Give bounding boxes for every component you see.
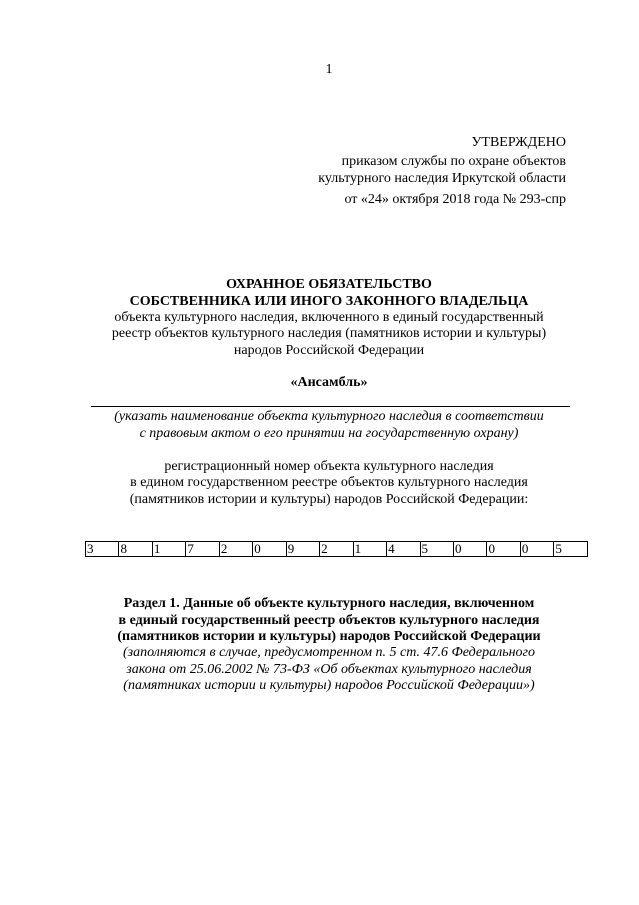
approval-line-3: от «24» октября 2018 года № 293-спр <box>344 192 566 207</box>
approval-line-2: культурного наследия Иркутской области <box>318 171 566 186</box>
section-1-note-line-2: закона от 25.06.2002 № 73-ФЗ «Об объектах культурного наследия <box>126 662 532 677</box>
section-1-title-line-2: в единый государственный реестр объектов культурного наследия <box>118 613 540 628</box>
heading-line-2: СОБСТВЕННИКА ИЛИ ИНОГО ЗАКОННОГО ВЛАДЕЛЬЦА <box>129 294 529 309</box>
registry-digit: 4 <box>387 542 420 557</box>
heading-line-5: народов Российской Федерации <box>233 343 425 358</box>
section-1-note-line-3: (памятниках истории и культуры) народов Российской Федерации») <box>123 678 535 693</box>
object-hint-line-2: с правовым актом о его принятии на государственную охрану) <box>139 426 519 441</box>
registry-line-1: регистрационный номер объекта культурного наследия <box>164 459 494 474</box>
object-name-underline <box>91 406 570 407</box>
registry-digit: 2 <box>320 542 353 557</box>
page-number: 1 <box>325 62 333 77</box>
registry-number-row <box>86 542 588 557</box>
section-1-title-line-1: Раздел 1. Данные об объекте культурного наследия, включенном <box>123 596 535 611</box>
approval-line-1: приказом службы по охране объектов <box>341 154 566 169</box>
heading-line-1: ОХРАННОЕ ОБЯЗАТЕЛЬСТВО <box>226 277 432 292</box>
registry-digit: 1 <box>353 542 386 557</box>
registry-digit: 0 <box>487 542 520 557</box>
registry-digit: 9 <box>286 542 319 557</box>
registry-digit: 7 <box>186 542 219 557</box>
registry-digit: 0 <box>453 542 486 557</box>
heading-line-4: реестр объектов культурного наследия (памятников истории и культуры) <box>111 326 547 341</box>
registry-digit: 0 <box>253 542 286 557</box>
registry-digit: 5 <box>420 542 453 557</box>
registry-digit: 8 <box>119 542 152 557</box>
registry-digit: 3 <box>86 542 119 557</box>
registry-line-3: (памятников истории и культуры) народов Российской Федерации: <box>129 492 529 507</box>
registry-digit: 2 <box>219 542 252 557</box>
object-name: «Ансамбль» <box>290 375 368 390</box>
registry-digit: 5 <box>554 542 588 557</box>
section-1-title-line-3: (памятников истории и культуры) народов Российской Федерации <box>117 629 541 644</box>
heading-line-3: объекта культурного наследия, включенного в единый государственный <box>114 310 544 325</box>
registry-digit: 0 <box>520 542 553 557</box>
registry-line-2: в едином государственном реестре объектов культурного наследия <box>130 475 528 490</box>
approval-title: УТВЕРЖДЕНО <box>471 135 566 150</box>
registry-digit: 1 <box>152 542 185 557</box>
object-hint-line-1: (указать наименование объекта культурного наследия в соответствии <box>114 409 544 424</box>
registry-number-table <box>85 541 588 557</box>
section-1-note-line-1: (заполняются в случае, предусмотренном п. 5 ст. 47.6 Федерального <box>122 645 536 660</box>
